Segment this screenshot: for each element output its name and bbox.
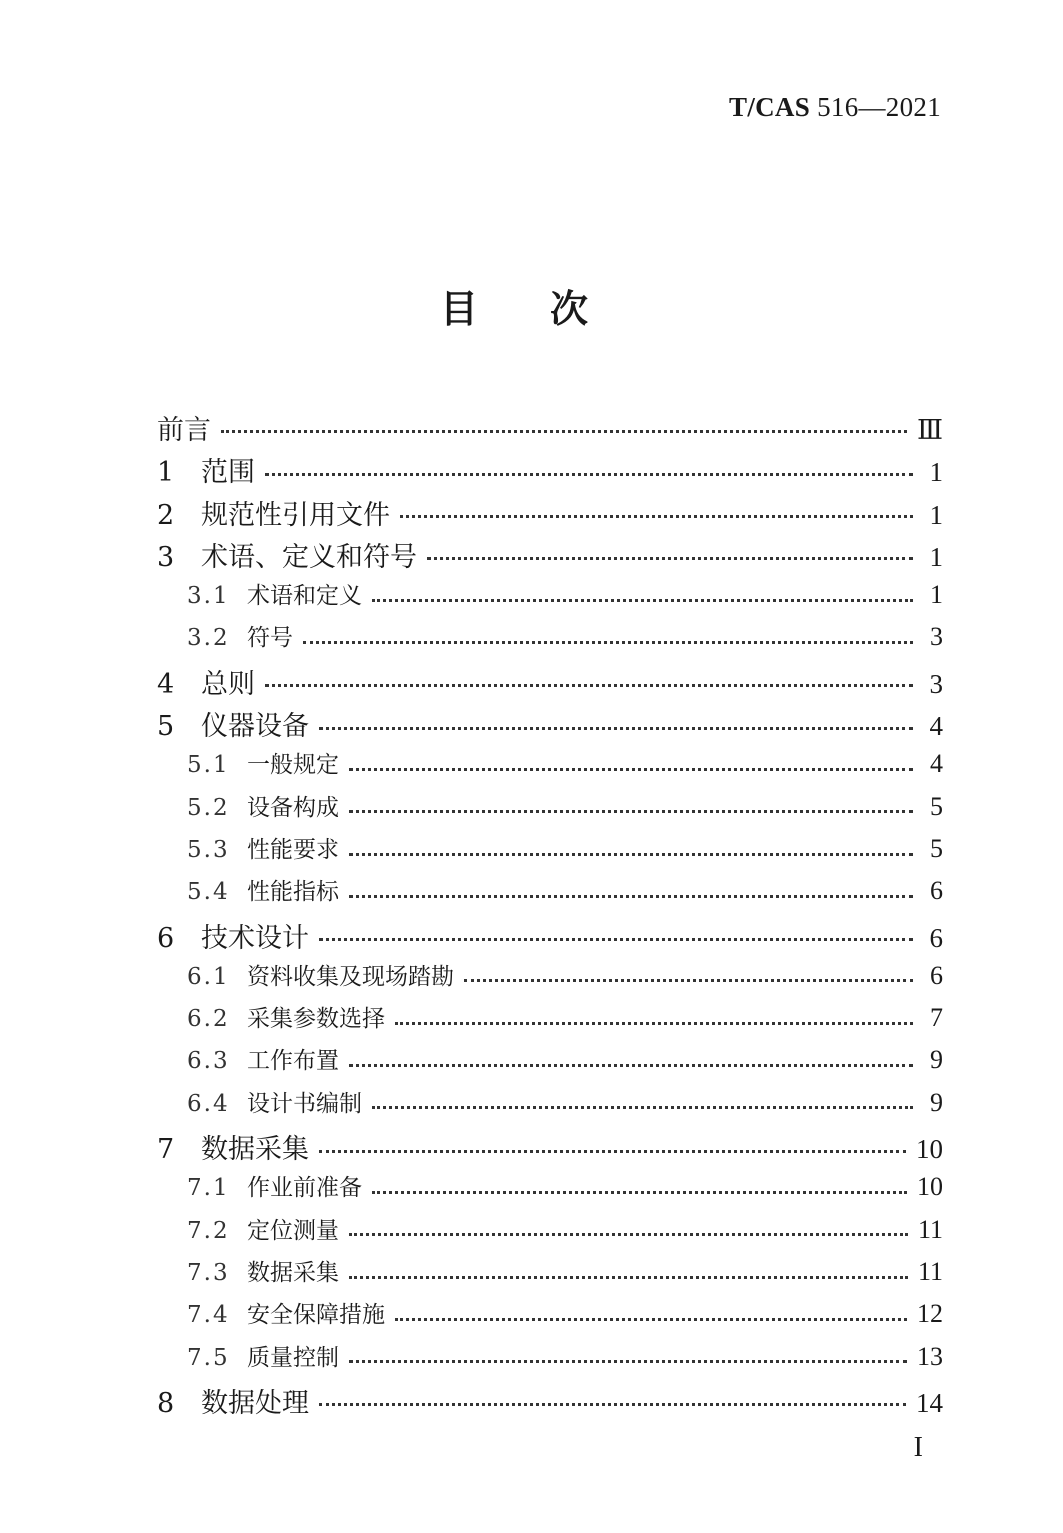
toc-entry-page: 6 <box>930 876 943 906</box>
toc-dot-leader <box>319 712 913 739</box>
toc-entry-page: 12 <box>917 1299 943 1329</box>
toc-entry-number: 6.3 <box>187 1048 230 1075</box>
toc-entry-page: 1 <box>929 457 943 488</box>
toc-entry-page: 14 <box>916 1387 943 1418</box>
toc-entry-number: 5.2 <box>187 794 230 821</box>
toc-entry-page: 4 <box>929 711 943 742</box>
toc-dot-leader <box>349 1052 913 1075</box>
toc-dot-leader <box>349 798 913 821</box>
toc-entry-number: 2 <box>157 499 175 531</box>
toc-entry[interactable] <box>157 535 943 577</box>
toc-entry-page: 11 <box>917 1214 943 1244</box>
toc-entry-number: 7 <box>157 1134 175 1166</box>
toc-entry-title: 性能指标 <box>247 879 339 906</box>
toc-entry-number: 7.5 <box>187 1344 230 1371</box>
toc-entry-number: 5 <box>157 711 175 743</box>
page-number: I <box>913 1432 923 1463</box>
toc-entry-page: 10 <box>917 1172 943 1202</box>
toc-dot-leader <box>319 1388 906 1415</box>
toc-entry-number: 5.1 <box>187 752 230 779</box>
toc-entry-number: 7.4 <box>187 1302 230 1329</box>
standard-code <box>729 92 941 123</box>
toc-entry-title: 定位测量 <box>247 1217 339 1244</box>
toc-entry-page: 1 <box>929 541 943 572</box>
toc-entry-page: 4 <box>930 749 943 779</box>
toc-entry-page: 13 <box>917 1341 943 1371</box>
toc-entry-number: 6.4 <box>187 1090 230 1117</box>
toc-entry-title: 采集参数选择 <box>247 1006 385 1033</box>
toc-entry-title: 术语、定义和符号 <box>201 541 417 573</box>
toc-entry-number: 4 <box>157 668 175 700</box>
toc-entry-page: 6 <box>930 960 943 990</box>
toc-dot-leader <box>349 1264 908 1287</box>
toc-dot-leader <box>372 1094 913 1117</box>
toc-entry-page: 10 <box>916 1134 943 1165</box>
toc-entry-title: 设计书编制 <box>247 1090 362 1117</box>
toc-entry-page: 6 <box>929 922 943 953</box>
toc-subentry[interactable] <box>157 958 943 1000</box>
toc-subentry[interactable] <box>157 1296 943 1338</box>
toc-entry-page: 11 <box>917 1256 943 1286</box>
table-of-contents <box>157 408 943 1423</box>
toc-entry-title: 符号 <box>247 625 293 652</box>
toc-entry-page: 1 <box>930 580 943 610</box>
toc-subentry[interactable] <box>157 831 943 873</box>
toc-entry[interactable] <box>157 916 943 958</box>
toc-dot-leader <box>349 1348 907 1371</box>
toc-entry-title: 质量控制 <box>247 1344 339 1371</box>
toc-entry[interactable] <box>157 1127 943 1169</box>
toc-subentry[interactable] <box>157 746 943 788</box>
toc-entry-number: 7.1 <box>187 1175 230 1202</box>
toc-subentry[interactable] <box>157 873 943 915</box>
toc-dot-leader <box>265 458 913 485</box>
toc-dot-leader <box>221 416 907 443</box>
toc-heading: 目次 <box>439 287 660 331</box>
toc-entry-title: 资料收集及现场踏勘 <box>247 963 454 990</box>
toc-subentry[interactable] <box>157 577 943 619</box>
toc-entry-number: 6.2 <box>187 1006 230 1033</box>
toc-subentry[interactable] <box>157 1169 943 1211</box>
toc-entry-title: 设备构成 <box>247 794 339 821</box>
standard-prefix: T/CAS <box>729 92 811 122</box>
toc-entry-title: 数据采集 <box>247 1259 339 1286</box>
toc-subentry[interactable] <box>157 1000 943 1042</box>
toc-entry-page: 7 <box>930 1003 943 1033</box>
toc-subentry[interactable] <box>157 1042 943 1084</box>
toc-entry-title: 工作布置 <box>247 1048 339 1075</box>
toc-entry-page: 3 <box>929 668 943 699</box>
toc-entry-title: 数据采集 <box>201 1134 309 1166</box>
toc-entry-number: 3 <box>157 541 175 573</box>
toc-entry-page: 9 <box>930 1087 943 1117</box>
toc-dot-leader <box>395 1010 913 1033</box>
toc-entry[interactable] <box>157 1381 943 1423</box>
toc-dot-leader <box>349 756 913 779</box>
standard-number: 516—2021 <box>810 92 941 122</box>
toc-entry-number: 6.1 <box>187 963 230 990</box>
toc-entry-title: 安全保障措施 <box>247 1302 385 1329</box>
toc-entry-page: 1 <box>929 499 943 530</box>
toc-entry-title: 数据处理 <box>201 1387 309 1419</box>
toc-dot-leader <box>319 923 913 950</box>
toc-entry-page: Ⅲ <box>916 415 943 445</box>
toc-entry-title: 规范性引用文件 <box>201 499 390 531</box>
toc-dot-leader <box>372 1179 907 1202</box>
toc-entry-title: 技术设计 <box>201 922 309 954</box>
toc-dot-leader <box>319 1135 906 1162</box>
toc-entry-number: 1 <box>157 457 175 489</box>
toc-subentry[interactable] <box>157 1254 943 1296</box>
toc-dot-leader <box>400 500 913 527</box>
toc-entry[interactable] <box>157 408 943 450</box>
toc-entry-page: 9 <box>930 1045 943 1075</box>
toc-dot-leader <box>349 1221 908 1244</box>
toc-entry-title: 前言 <box>157 415 211 446</box>
toc-subentry[interactable] <box>157 1339 943 1381</box>
toc-entry-title: 性能要求 <box>247 836 339 863</box>
toc-entry-title: 术语和定义 <box>247 583 362 610</box>
toc-entry-page: 5 <box>930 833 943 863</box>
toc-dot-leader <box>395 1306 907 1329</box>
toc-entry-number: 5.3 <box>187 836 230 863</box>
toc-entry[interactable] <box>157 704 943 746</box>
toc-entry-number: 7.3 <box>187 1259 230 1286</box>
toc-subentry[interactable] <box>157 619 943 661</box>
toc-dot-leader <box>464 968 913 991</box>
toc-subentry[interactable] <box>157 789 943 831</box>
toc-dot-leader <box>303 629 913 652</box>
toc-entry-number: 7.2 <box>187 1217 230 1244</box>
toc-dot-leader <box>265 669 913 696</box>
toc-subentry[interactable] <box>157 1085 943 1127</box>
toc-entry[interactable] <box>157 662 943 704</box>
toc-entry-number: 3.1 <box>187 583 230 610</box>
toc-entry-title: 作业前准备 <box>247 1175 362 1202</box>
toc-dot-leader <box>427 543 913 570</box>
toc-entry-number: 6 <box>157 922 175 954</box>
toc-dot-leader <box>349 841 913 864</box>
toc-subentry[interactable] <box>157 1212 943 1254</box>
toc-dot-leader <box>372 587 913 610</box>
toc-entry-title: 范围 <box>201 457 255 489</box>
toc-entry-title: 总则 <box>201 668 255 700</box>
toc-entry-title: 一般规定 <box>247 752 339 779</box>
toc-entry-number: 3.2 <box>187 625 230 652</box>
toc-entry-page: 5 <box>930 791 943 821</box>
toc-entry-number: 5.4 <box>187 879 230 906</box>
toc-entry-number: 8 <box>157 1387 175 1419</box>
toc-entry[interactable] <box>157 450 943 492</box>
toc-entry-title: 仪器设备 <box>201 711 309 743</box>
toc-dot-leader <box>349 883 913 906</box>
toc-entry[interactable] <box>157 493 943 535</box>
toc-entry-page: 3 <box>930 622 943 652</box>
